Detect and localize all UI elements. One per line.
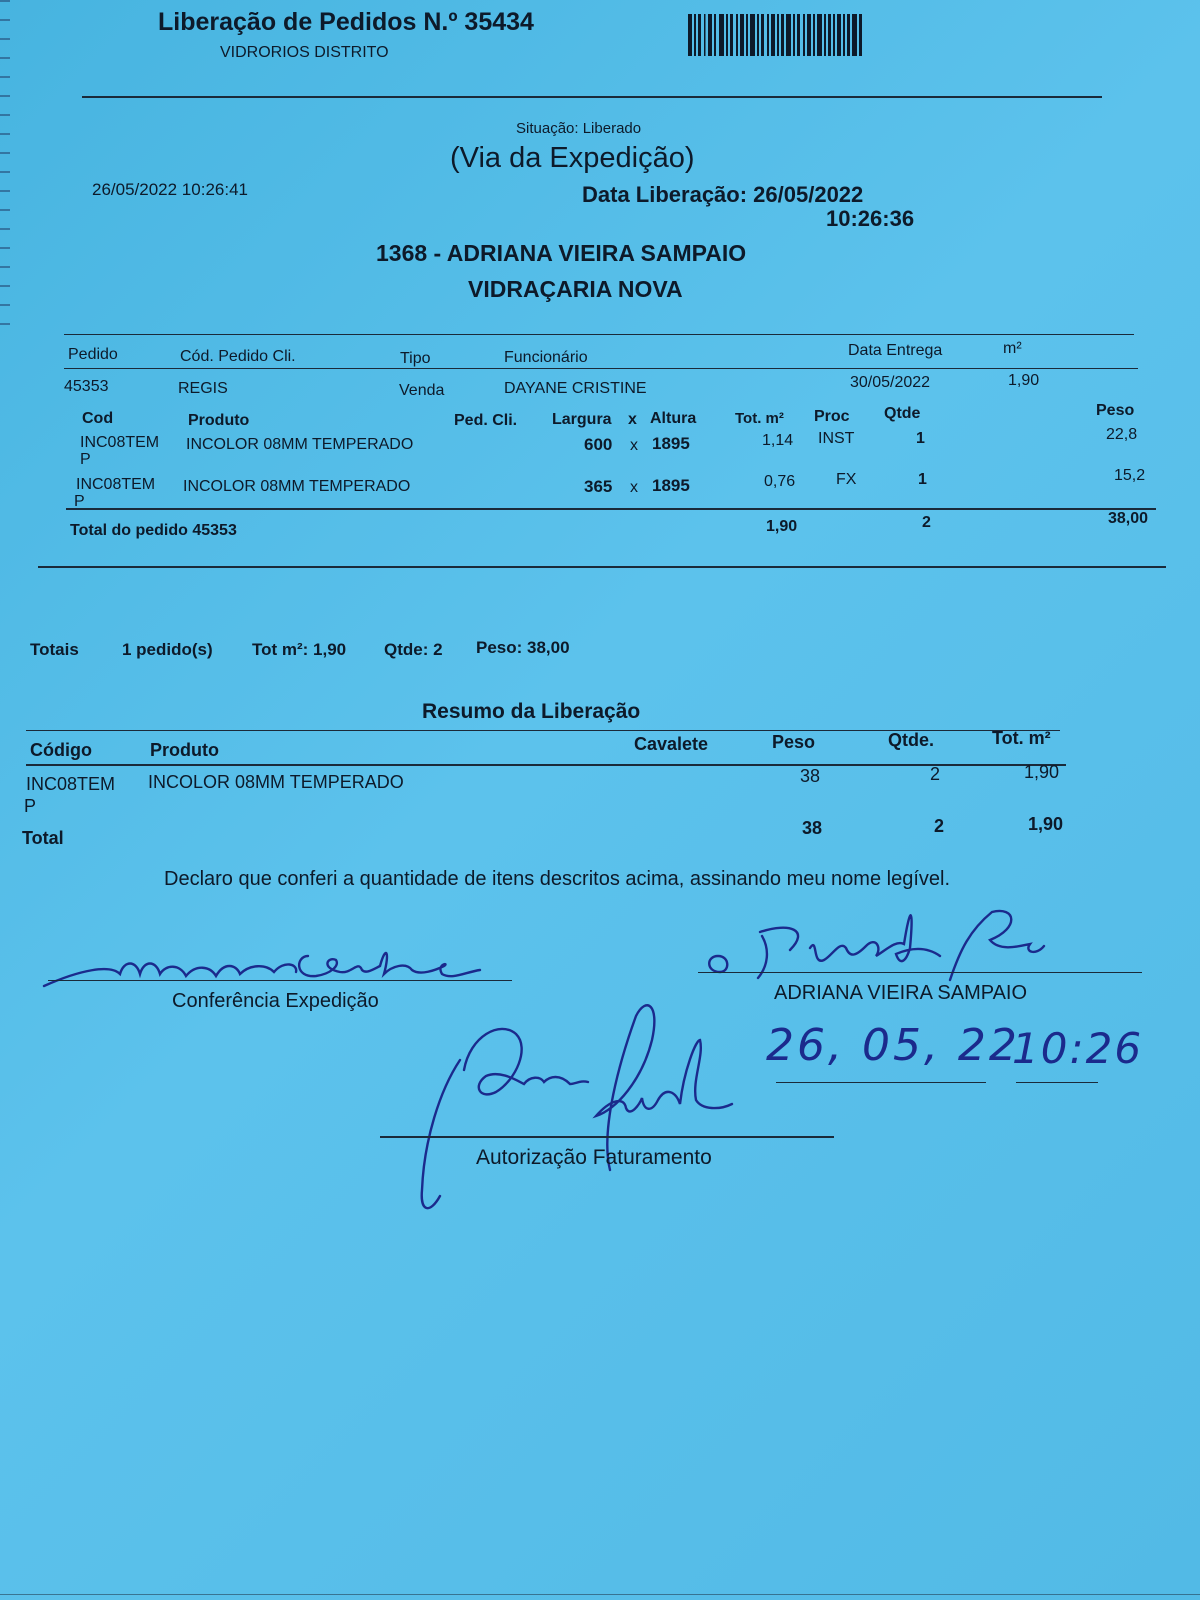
summary-codigo: INC08TEM — [26, 774, 116, 794]
billing-signature — [420, 1000, 750, 1220]
item-header-produto: Produto — [188, 412, 250, 429]
item-produto: INCOLOR 08MM TEMPERADO — [186, 436, 414, 453]
item-tot-m2: 0,76 — [764, 473, 796, 490]
item-header-peso: Peso — [1096, 402, 1135, 419]
client-signature — [700, 900, 1060, 990]
summary-header-peso: Peso — [772, 732, 816, 752]
order-table-top-rule — [64, 334, 1134, 335]
totals-qtde: Qtde: 2 — [384, 640, 443, 659]
document-title: Liberação de Pedidos N.º 35434 — [158, 8, 534, 36]
col-header-pedido: Pedido — [68, 346, 118, 363]
item-tot-m2: 1,14 — [762, 432, 794, 449]
item-header-x: x — [628, 411, 637, 428]
item-altura: 1895 — [652, 476, 690, 495]
item-cod: INC08TEM — [76, 476, 156, 493]
item-qtde: 1 — [918, 471, 927, 488]
section-divider — [38, 566, 1166, 568]
order-total-qtde: 2 — [922, 514, 931, 531]
adjacent-page-edge — [0, 0, 10, 330]
company-name: VIDRORIOS DISTRITO — [220, 44, 389, 61]
order-total-m2: 1,90 — [766, 518, 798, 535]
order-tipo: Venda — [399, 382, 445, 399]
summary-total-qtde: 2 — [934, 816, 945, 836]
item-x: x — [630, 437, 638, 454]
order-cod-cli: REGIS — [178, 380, 228, 397]
item-header-proc: Proc — [814, 408, 850, 425]
summary-produto: INCOLOR 08MM TEMPERADO — [148, 772, 404, 792]
col-header-data-entrega: Data Entrega — [848, 342, 943, 359]
summary-header-produto: Produto — [150, 740, 219, 760]
header-divider — [82, 96, 1102, 98]
client-signature-label: ADRIANA VIEIRA SAMPAIO — [774, 982, 1028, 1004]
totals-peso: Peso: 38,00 — [476, 638, 570, 657]
col-header-funcionario: Funcionário — [504, 349, 588, 366]
release-date: Data Liberação: 26/05/2022 — [582, 182, 864, 207]
summary-header-codigo: Código — [30, 740, 92, 760]
date-underline — [776, 1082, 986, 1083]
summary-qtde: 2 — [930, 764, 941, 784]
summary-peso: 38 — [800, 766, 821, 786]
col-header-tipo: Tipo — [400, 350, 431, 367]
item-cod-suffix: P — [80, 451, 91, 468]
order-funcionario: DAYANE CRISTINE — [504, 380, 647, 397]
item-header-altura: Altura — [650, 410, 697, 427]
time-underline — [1016, 1082, 1098, 1083]
item-header-ped-cli: Ped. Cli. — [454, 412, 518, 429]
totals-m2: Tot m²: 1,90 — [252, 640, 347, 659]
order-total-peso: 38,00 — [1108, 510, 1149, 527]
totals-pedidos: 1 pedido(s) — [122, 640, 213, 659]
client-signature-line — [698, 972, 1142, 973]
barcode-icon — [688, 14, 864, 56]
item-peso: 22,8 — [1106, 426, 1138, 443]
declaration-text: Declaro que conferi a quantidade de itens descritos acima, assinando meu nome legível. — [164, 868, 951, 890]
order-data-entrega: 30/05/2022 — [850, 374, 931, 391]
item-peso: 15,2 — [1114, 467, 1146, 484]
release-time: 10:26:36 — [826, 206, 915, 231]
item-qtde: 1 — [916, 430, 925, 447]
summary-total-label: Total — [22, 828, 64, 848]
handwritten-time: 10:26 — [1012, 1024, 1144, 1073]
item-header-cod: Cod — [82, 410, 114, 427]
summary-codigo-suffix: P — [24, 796, 37, 816]
totals-label: Totais — [30, 640, 79, 659]
order-total-rule — [66, 508, 1156, 510]
copy-designation: (Via da Expedição) — [450, 142, 695, 174]
order-pedido: 45353 — [64, 378, 109, 395]
order-total-label: Total do pedido 45353 — [70, 522, 237, 539]
print-datetime: 26/05/2022 10:26:41 — [92, 180, 248, 199]
billing-label: Autorização Faturamento — [476, 1146, 712, 1169]
order-m2: 1,90 — [1008, 372, 1040, 389]
client-company: VIDRAÇARIA NOVA — [468, 276, 683, 302]
summary-header-qtde: Qtde. — [888, 730, 935, 750]
item-largura: 600 — [584, 435, 613, 454]
item-cod: INC08TEM — [80, 434, 160, 451]
item-header-qtde: Qtde — [884, 405, 921, 422]
item-cod-suffix: P — [74, 493, 85, 510]
summary-total-peso: 38 — [802, 818, 823, 838]
situation-status: Situação: Liberado — [516, 120, 642, 137]
item-x: x — [630, 479, 638, 496]
item-proc: FX — [836, 471, 857, 488]
billing-signature-line — [380, 1136, 834, 1138]
item-altura: 1895 — [652, 434, 690, 453]
summary-header-rule — [26, 764, 1066, 766]
summary-header-cavalete: Cavalete — [634, 734, 709, 754]
conference-label: Conferência Expedição — [172, 990, 379, 1012]
item-header-tot-m2: Tot. m² — [735, 410, 784, 427]
item-largura: 365 — [584, 477, 613, 496]
handwritten-date: 26, 05, 22 — [766, 1020, 1020, 1071]
summary-total-tot-m2: 1,90 — [1028, 814, 1064, 834]
page-bottom-edge — [0, 1594, 1200, 1595]
conference-signature-line — [48, 980, 512, 981]
item-header-largura: Largura — [552, 411, 612, 428]
summary-tot-m2: 1,90 — [1024, 762, 1060, 782]
summary-title: Resumo da Liberação — [422, 700, 641, 723]
col-header-m2: m² — [1003, 340, 1022, 357]
order-table-header-rule — [64, 368, 1138, 369]
conference-signature — [40, 930, 520, 990]
item-proc: INST — [818, 430, 855, 447]
col-header-cod-pedido-cli: Cód. Pedido Cli. — [180, 348, 296, 365]
item-produto: INCOLOR 08MM TEMPERADO — [183, 478, 411, 495]
client-name: 1368 - ADRIANA VIEIRA SAMPAIO — [376, 240, 747, 266]
summary-header-tot-m2: Tot. m² — [992, 728, 1051, 748]
